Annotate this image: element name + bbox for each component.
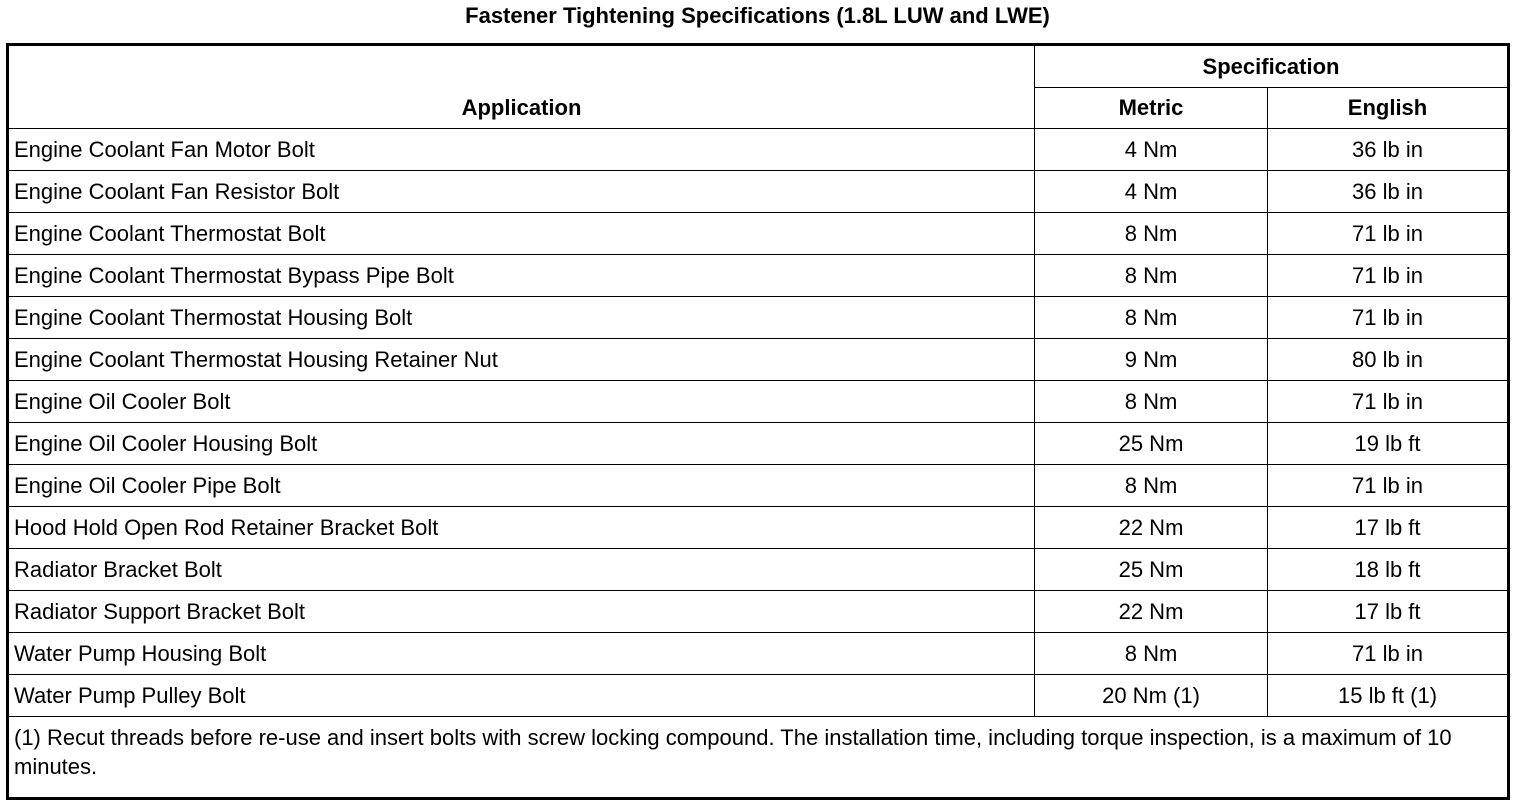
english-cell: 36 lb in — [1268, 171, 1509, 213]
table-row — [8, 297, 1509, 339]
application-cell: Engine Coolant Fan Resistor Bolt — [8, 171, 1035, 213]
table-row — [8, 675, 1509, 717]
table-footer — [8, 717, 1509, 799]
english-cell: 71 lb in — [1268, 381, 1509, 423]
application-cell: Engine Coolant Thermostat Bypass Pipe Bolt — [8, 255, 1035, 297]
fastener-spec-table — [6, 43, 1510, 800]
metric-cell: 8 Nm — [1035, 213, 1268, 255]
english-cell: 80 lb in — [1268, 339, 1509, 381]
english-cell: 71 lb in — [1268, 633, 1509, 675]
table-row — [8, 255, 1509, 297]
table-row — [8, 423, 1509, 465]
metric-cell: 4 Nm — [1035, 129, 1268, 171]
application-cell: Engine Coolant Fan Motor Bolt — [8, 129, 1035, 171]
table-row — [8, 381, 1509, 423]
metric-cell: 8 Nm — [1035, 465, 1268, 507]
metric-column-header: Metric — [1035, 88, 1268, 129]
application-cell: Engine Coolant Thermostat Housing Retainer Nut — [8, 339, 1035, 381]
metric-cell: 25 Nm — [1035, 549, 1268, 591]
application-cell: Engine Coolant Thermostat Housing Bolt — [8, 297, 1035, 339]
application-cell: Radiator Bracket Bolt — [8, 549, 1035, 591]
english-cell: 71 lb in — [1268, 465, 1509, 507]
english-cell: 15 lb ft (1) — [1268, 675, 1509, 717]
metric-cell: 9 Nm — [1035, 339, 1268, 381]
english-cell: 19 lb ft — [1268, 423, 1509, 465]
table-row — [8, 549, 1509, 591]
application-cell: Engine Coolant Thermostat Bolt — [8, 213, 1035, 255]
application-cell: Hood Hold Open Rod Retainer Bracket Bolt — [8, 507, 1035, 549]
english-column-header: English — [1268, 88, 1509, 129]
application-cell: Engine Oil Cooler Housing Bolt — [8, 423, 1035, 465]
english-cell: 71 lb in — [1268, 255, 1509, 297]
english-cell: 71 lb in — [1268, 213, 1509, 255]
metric-cell: 22 Nm — [1035, 591, 1268, 633]
metric-cell: 22 Nm — [1035, 507, 1268, 549]
footnote-text: (1) Recut threads before re-use and insert bolts with screw locking compound. The installation time, including torque inspection, is a maximum of 10 minutes. — [8, 717, 1509, 799]
header-row-top — [8, 45, 1509, 88]
application-cell: Water Pump Housing Bolt — [8, 633, 1035, 675]
metric-cell: 8 Nm — [1035, 297, 1268, 339]
metric-cell: 25 Nm — [1035, 423, 1268, 465]
metric-cell: 8 Nm — [1035, 381, 1268, 423]
metric-cell: 8 Nm — [1035, 633, 1268, 675]
application-column-header: Application — [8, 45, 1035, 129]
table-row — [8, 633, 1509, 675]
table-row — [8, 213, 1509, 255]
table-row — [8, 591, 1509, 633]
table-title: Fastener Tightening Specifications (1.8L LUW and LWE) — [465, 3, 1050, 28]
english-cell: 71 lb in — [1268, 297, 1509, 339]
table-row — [8, 465, 1509, 507]
application-cell: Engine Oil Cooler Bolt — [8, 381, 1035, 423]
application-cell: Radiator Support Bracket Bolt — [8, 591, 1035, 633]
table-row — [8, 171, 1509, 213]
metric-cell: 4 Nm — [1035, 171, 1268, 213]
table-header — [8, 45, 1509, 129]
english-cell: 18 lb ft — [1268, 549, 1509, 591]
english-cell: 17 lb ft — [1268, 507, 1509, 549]
application-cell: Water Pump Pulley Bolt — [8, 675, 1035, 717]
english-cell: 36 lb in — [1268, 129, 1509, 171]
table-body — [8, 129, 1509, 717]
application-cell: Engine Oil Cooler Pipe Bolt — [8, 465, 1035, 507]
specification-group-header: Specification — [1035, 45, 1509, 88]
english-cell: 17 lb ft — [1268, 591, 1509, 633]
footnote-row — [8, 717, 1509, 799]
table-row — [8, 507, 1509, 549]
table-row — [8, 129, 1509, 171]
table-row — [8, 339, 1509, 381]
metric-cell: 20 Nm (1) — [1035, 675, 1268, 717]
metric-cell: 8 Nm — [1035, 255, 1268, 297]
